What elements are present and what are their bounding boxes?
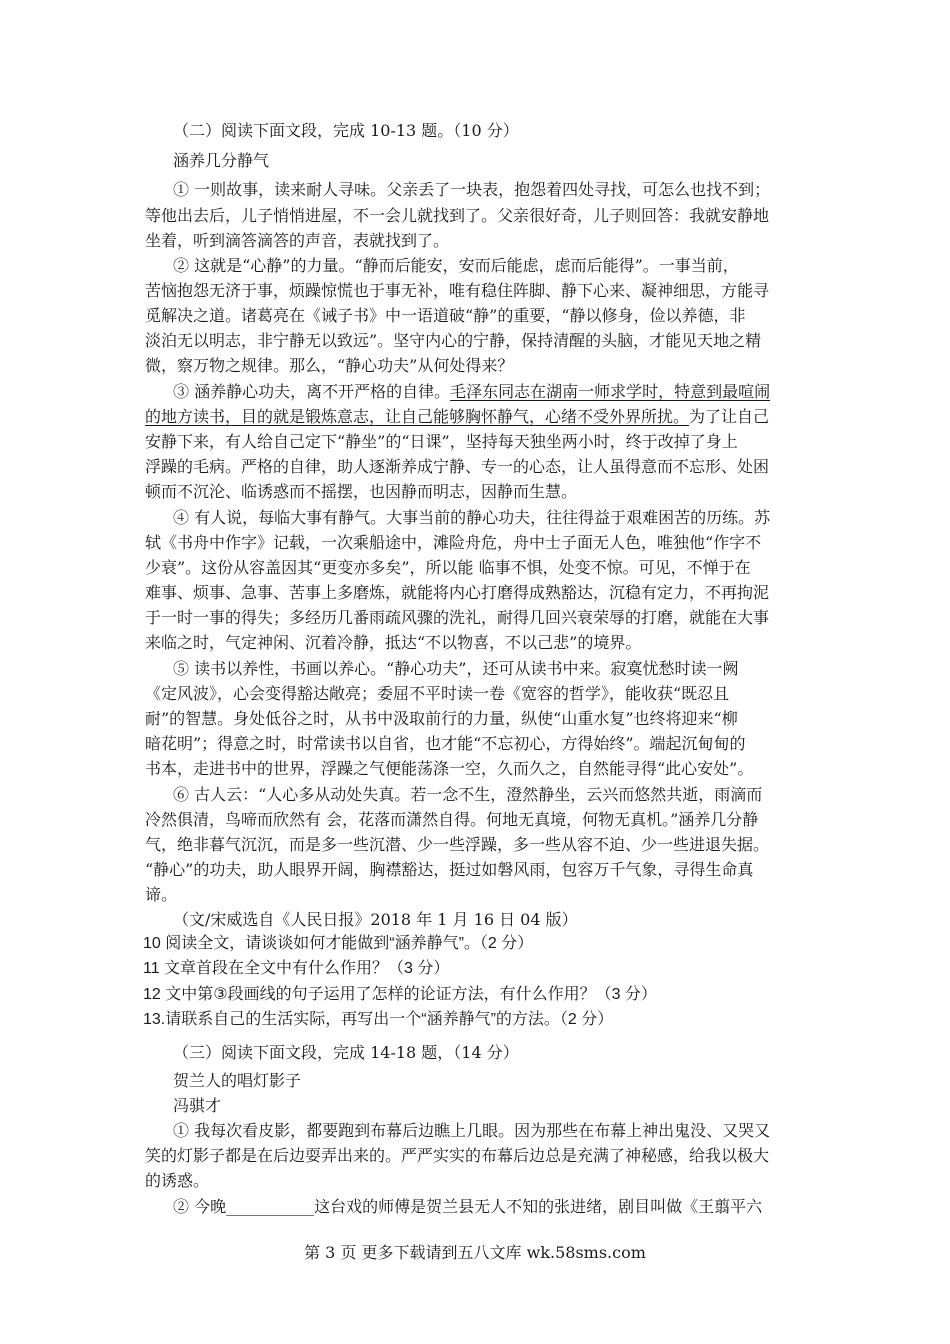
paragraph-4-line: ④ 有人说，每临大事有静气。大事当前的静心功夫，往往得益于艰难困苦的历练。苏 (173, 508, 771, 527)
paragraph-4-line: 来临之时，气定神闲、沉着冷静，抵达“不以物喜，不以己悲”的境界。 (145, 633, 642, 652)
paragraph-5-line: 书本，走进书中的世界，浮躁之气便能荡涤一空，久而久之，自然能寻得“此心安处”。 (145, 759, 754, 778)
paragraph-3-line (173, 382, 770, 402)
paragraph-3-line: 顿而不沉沦、临诱惑而不摇摆，也因静而明志，因静而生慧。 (145, 482, 578, 501)
article-title: 涵养几分静气 (173, 151, 270, 170)
paragraph-4-line: 难事、烦事、急事、苦事上多磨炼，就能将内心打磨得成熟豁达，沉稳有定力，不再拘泥 (145, 583, 770, 602)
paragraph-2-line: 淡泊无以明志，非宁静无以致远”。坚守内心的宁静，保持清醒的头脑，才能见天地之精 (145, 331, 762, 350)
paragraph-5-line: ⑤ 读书以养性，书画以养心。“静心功夫”，还可从读书中来。寂寞忧愁时读一阙 (173, 659, 739, 678)
section-3-paragraph-2-line: ② 今晚___________这台戏的师傅是贺兰县无人不知的张进绪，剧目叫做《王翦平六 (173, 1197, 763, 1216)
paragraph-1-line: ① 一则故事，读来耐人寻味。父亲丢了一块表，抱怨着四处寻找，可怎么也找不到； (173, 180, 771, 199)
underlined-sentence: 的地方读书，目的就是锻炼意志，让自己能够胸怀静气，心绪不受外界所扰。 (145, 407, 690, 426)
paragraph-6-line: 气，绝非暮气沉沉，而是多一些沉潜、少一些浮躁，多一些从容不迫、少一些进退失据。 (145, 835, 770, 854)
paragraph-6-line: “静心”的功夫，助人眼界开阔，胸襟豁达，挺过如磐风雨，包容万千气象，寻得生命真 (145, 860, 754, 879)
paragraph-3-text: 为了让自己 (689, 407, 770, 426)
paragraph-4-line: 于一时一事的得失；多经历几番雨疏风骤的洗礼，耐得几回兴衰荣辱的打磨，就能在大事 (145, 608, 770, 627)
paragraph-4-line: 轼《书舟中作字》记载，一次乘船途中，滩险舟危，舟中士子面无人色，唯独他“作字不 (145, 533, 762, 552)
section-2-header: （二）阅读下面文段，完成 10-13 题。（10 分） (173, 121, 519, 140)
section-3-paragraph-1-line: 的诱惑。 (145, 1171, 210, 1190)
paragraph-6-line: 冷然俱清，鸟啼而欣然有 会，花落而潇然自得。何地无真境，何物无真机。”涵养几分静 (145, 810, 759, 829)
paragraph-3-line: 安静下来，有人给自己定下“静坐”的“日课”，坚持每天独坐两小时，终于改掉了身上 (145, 432, 738, 451)
question-10: 10 阅读全文，请谈谈如何才能做到“涵养静气”。（2 分） (143, 935, 534, 952)
section-3-header: （三）阅读下面文段，完成 14-18 题，（14 分） (173, 1043, 519, 1062)
page-footer: 第 3 页 更多下载请到五八文库 wk.58sms.com (304, 1243, 646, 1262)
question-13: 13.请联系自己的生活实际，再写出一个“涵养静气”的方法。（2 分） (143, 1011, 614, 1028)
underlined-sentence: 毛泽东同志在湖南一师求学时，特意到最喧闹 (450, 382, 771, 401)
section-3-paragraph-1-line: 笑的灯影子都是在后边耍弄出来的。严严实实的布幕后边总是充满了神秘感，给我以极大 (145, 1146, 770, 1165)
paragraph-3-line (145, 407, 769, 427)
paragraph-6-line: 谛。 (145, 885, 178, 904)
paragraph-3-text: ③ 涵养静心功夫，离不开严格的自律。 (173, 382, 451, 401)
source-citation: （文/宋威选自《人民日报》2018 年 1 月 16 日 04 版） (173, 910, 578, 929)
paragraph-2-line: 觅解决之道。诸葛亮在《诫子书》中一语道破“静”的重要，“静以修身，俭以养德，非 (145, 306, 746, 325)
paragraph-4-line: 少衰”。这份从容盖因其“更变亦多矣”，所以能 临事不惧，处变不惊。可见，不惮于在 (145, 558, 751, 577)
paragraph-6-line: ⑥ 古人云：“人心多从动处失真。若一念不生，澄然静坐，云兴而悠然共逝，雨滴而 (173, 785, 763, 804)
section-3-paragraph-1-line: ① 我每次看皮影，都要跑到布幕后边瞧上几眼。因为那些在布幕上神出鬼没、又哭又 (173, 1121, 771, 1140)
question-12: 12 文中第③段画线的句子运用了怎样的论证方法，有什么作用？（3 分） (143, 986, 657, 1003)
section-3-title: 贺兰人的唱灯影子 (173, 1071, 302, 1090)
paragraph-5-line: 耐”的智慧。身处低谷之时，从书中汲取前行的力量，纵使“山重水复”也终将迎来“柳 (145, 709, 738, 728)
paragraph-1-line: 坐着，听到滴答滴答的声音，表就找到了。 (145, 231, 450, 250)
paragraph-2-line: 苦恼抱怨无济于事，烦躁惊慌也于事无补，唯有稳住阵脚、静下心来、凝神细思，方能寻 (145, 281, 770, 300)
paragraph-2-line: 微，察万物之规律。那么，“静心功夫”从何处得来？ (145, 356, 514, 375)
paragraph-1-line: 等他出去后，儿子悄悄进屋，不一会儿就找到了。父亲很好奇，儿子则回答：我就安静地 (145, 206, 770, 225)
section-3-author: 冯骐才 (173, 1096, 222, 1115)
paragraph-5-line: 暗花明”；得意之时，时常读书以自省，也才能“不忘初心，方得始终”。端起沉甸甸的 (145, 734, 746, 753)
paragraph-3-line: 浮躁的毛病。严格的自律，助人逐渐养成宁静、专一的心态，让人虽得意而不忘形、处困 (145, 457, 770, 476)
question-11: 11 文章首段在全文中有什么作用？（3 分） (143, 960, 450, 977)
paragraph-2-line: ② 这就是“心静”的力量。“静而后能安，安而后能虑，虑而后能得”。一事当前， (173, 256, 739, 275)
paragraph-5-line: 《定风波》，心会变得豁达敞亮；委屈不平时读一卷《宽容的哲学》，能收获“既忍且 (145, 684, 730, 703)
